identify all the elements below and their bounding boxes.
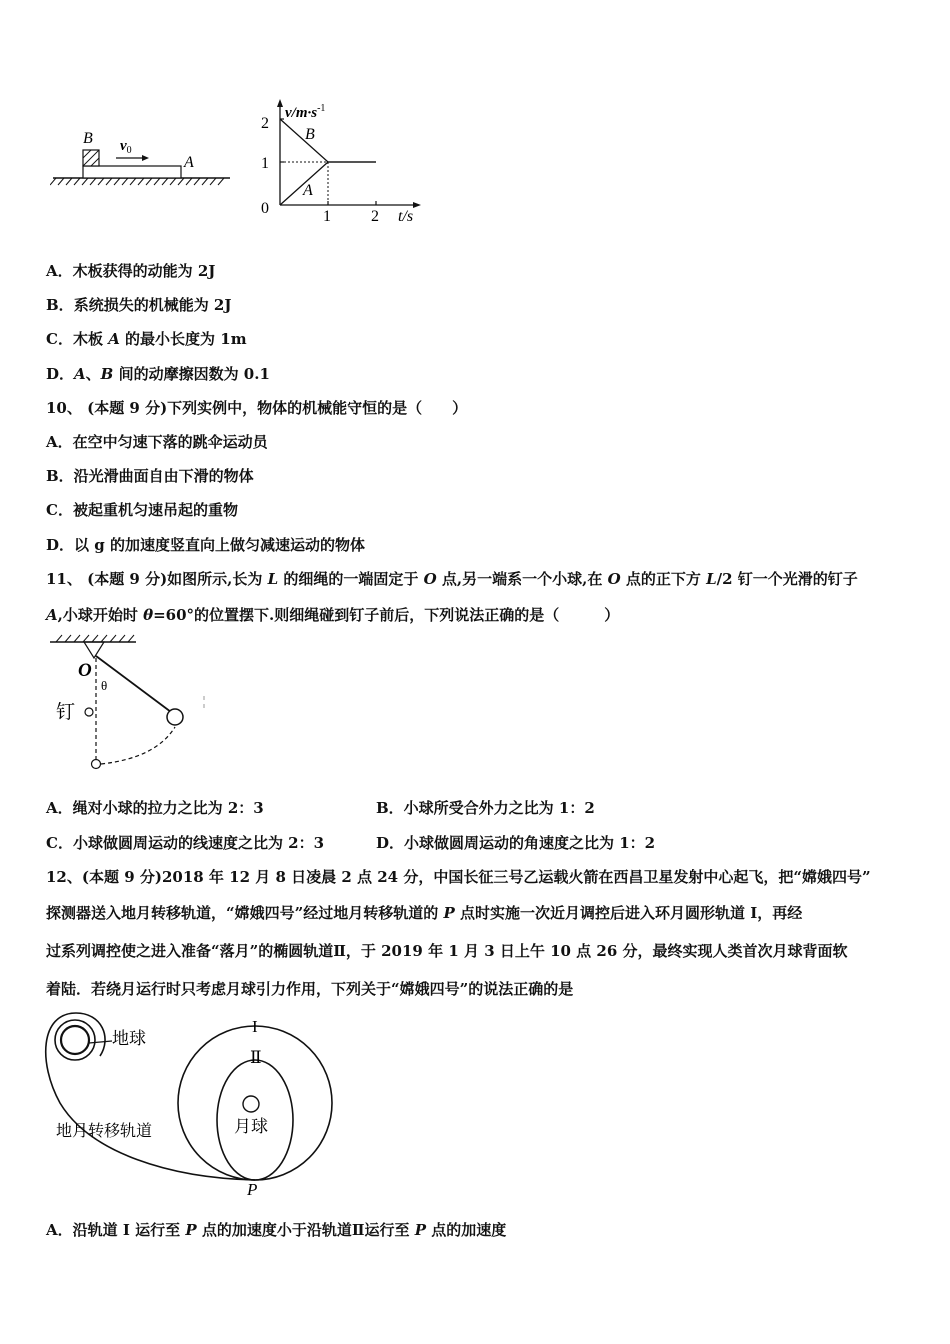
label-orbit-I: I [252,1017,258,1036]
label-earth: 地球 [112,1029,146,1048]
series-label-A: A [303,182,313,199]
q11-option-c[interactable]: C．小球做圆周运动的线速度之比为 2：3 [46,834,325,852]
q12-option-a[interactable]: A．沿轨道 I 运行至 P 点的加速度小于沿轨道Ⅱ运行至 P 点的加速度 [46,1221,507,1239]
q11-option-a[interactable]: A．绳对小球的拉力之比为 2：3 [46,799,264,817]
x-axis-label: t/s [398,208,414,225]
q12-stem-line2: 探测器送入地月转移轨道，“嫦娥四号”经过地月转移轨道的 P 点时实施一次近月调控后进入环月圆形轨道 I，再经 [46,904,803,922]
label-theta: θ [101,678,108,693]
label-transfer-orbit: 地月转移轨道 [56,1123,153,1140]
y-tick-2: 2 [261,115,269,132]
x-axis-arrow [413,202,421,208]
series-line-B [280,119,376,162]
label-O: O [78,660,92,681]
q12-stem-line1: 12、(本题 9 分)2018 年 12 月 8 日凌晨 2 点 24 分，中国长征三号乙运载火箭在西昌卫星发射中心起飞，把“嫦娥四号” [46,868,871,886]
earth-icon [61,1026,89,1054]
nail-icon [85,708,93,716]
series-label-B: B [305,126,315,143]
q10-option-d[interactable]: D．以 g 的加速度竖直向上做匀减速运动的物体 [46,536,365,554]
pendulum-figure [46,632,216,780]
string [96,656,171,712]
lunar-orbit-figure [40,1008,350,1198]
q11-option-b[interactable]: B．小球所受合外力之比为 1：2 [376,799,595,817]
q10-option-b[interactable]: B．沿光滑曲面自由下滑的物体 [46,467,254,485]
y-tick-1: 1 [261,155,269,172]
label-nail: 钉 [56,702,76,723]
swing-arc [101,727,175,764]
label-A: A [184,154,194,171]
q12-stem-line3: 过系列调控使之进入准备“落月”的椭圆轨道Ⅱ，于 2019 年 1 月 3 日上午 10 点 26 分，最终实现人类首次月球背面软 [46,942,848,960]
y-tick-0: 0 [261,200,269,217]
q9-option-a[interactable]: A．木板获得的动能为 2J [46,262,216,280]
label-orbit-II: Ⅱ [250,1048,262,1067]
q11-stem-line1: 11、 (本题 9 分)如图所示,长为 L 的细绳的一端固定于 O 点,另一端系一个小球,在 O 点的正下方 L/2 钉一个光滑的钉子 [46,570,858,588]
x-tick-2: 2 [371,208,379,225]
label-v0: $v_0$ [120,138,132,156]
ball [167,709,183,725]
q10-option-a[interactable]: A．在空中匀速下落的跳伞运动员 [46,433,268,451]
q9-option-d[interactable]: D．A、B 间的动摩擦因数为 0.1 [46,365,270,383]
y-axis-arrow [277,99,283,107]
q9-option-b[interactable]: B．系统损失的机械能为 2J [46,296,232,314]
vt-series [280,119,376,205]
label-P: P [247,1180,258,1198]
vt-graph [255,95,430,230]
moon-icon [243,1096,259,1112]
q10-stem: 10、 (本题 9 分)下列实例中，物体的机械能守恒的是（ ） [46,399,468,417]
label-moon: 月球 [234,1117,268,1136]
q12-stem-line4: 着陆．若绕月运行时只考虑月球引力作用，下列关于“嫦娥四号”的说法正确的是 [46,980,574,998]
q10-option-c[interactable]: C．被起重机匀速吊起的重物 [46,501,238,519]
y-axis-label: $v/m\cdot s^{-1}$ [285,103,326,121]
label-B: B [83,130,93,147]
q9-option-c[interactable]: C．木板 A 的最小长度为 1m [46,330,247,348]
lowest-point [92,760,101,769]
x-tick-1: 1 [323,208,331,225]
q11-stem-line2: A,小球开始时 θ=60°的位置摆下.则细绳碰到钉子前后，下列说法正确的是（ ） [46,606,620,624]
board-A [83,166,181,178]
q11-option-d[interactable]: D．小球做圆周运动的角速度之比为 1：2 [376,834,656,852]
block-board-figure [50,125,235,190]
pivot-mount [84,642,104,658]
